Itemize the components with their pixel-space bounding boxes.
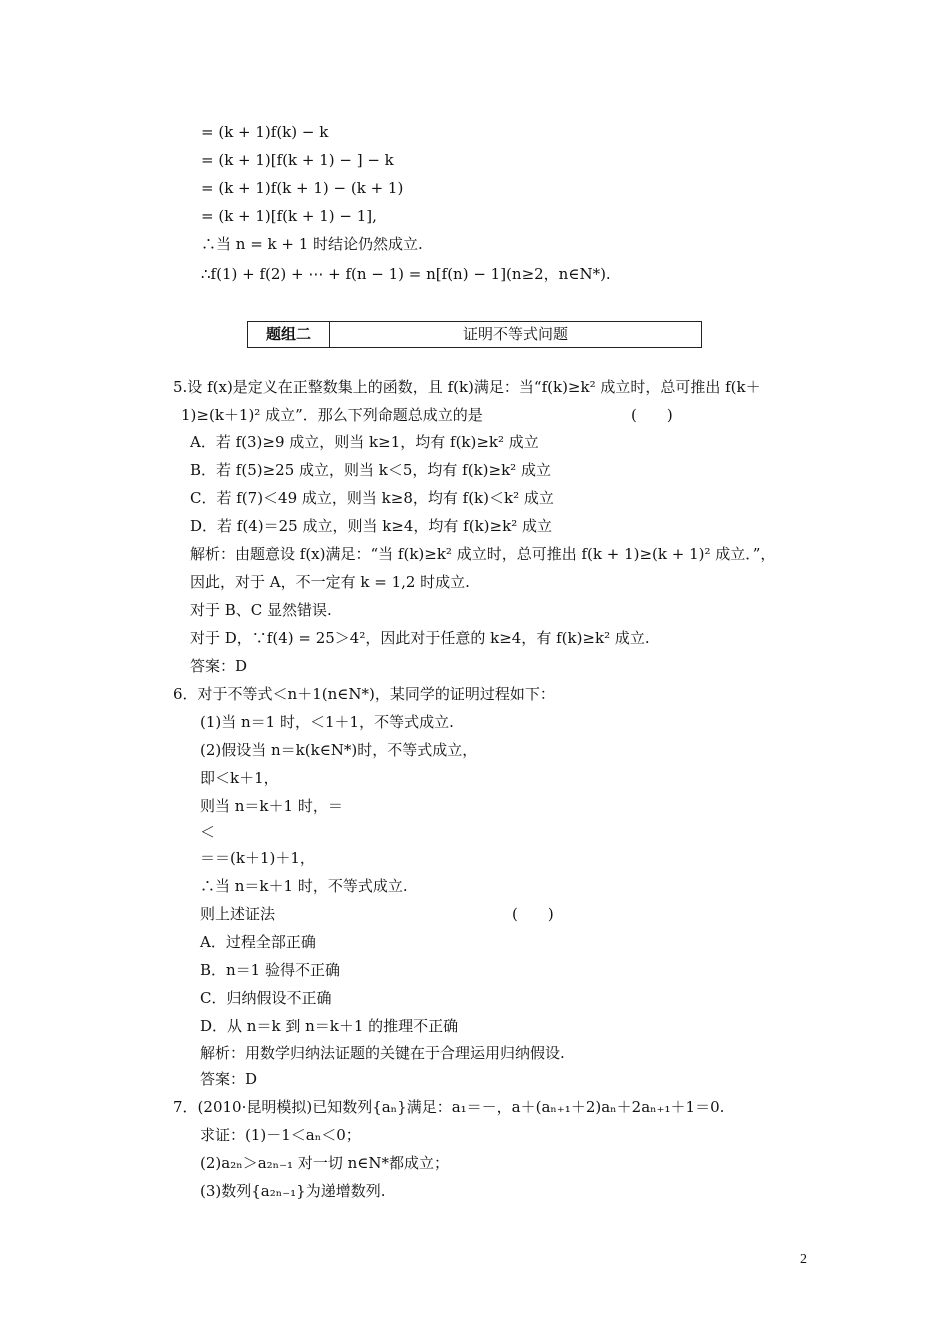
derivation-line: = (k + 1)f(k) − k bbox=[201, 123, 329, 141]
section-title: 证明不等式问题 bbox=[462, 325, 568, 343]
q6-prompt: 则上述证法 bbox=[200, 905, 276, 923]
q5-analysis-line: 因此，对于 A，不一定有 k = 1,2 时成立. bbox=[190, 573, 470, 591]
section-header-table bbox=[247, 321, 702, 348]
q5-answer: 答案：D bbox=[190, 657, 248, 675]
q5-option-d: D．若 f(4)＝25 成立，则当 k≥4，均有 f(k)≥k² 成立 bbox=[190, 517, 552, 535]
q6-option-c: C．归纳假设不正确 bbox=[200, 989, 332, 1007]
q6-stem: 6．对于不等式＜n＋1(n∈N*)，某同学的证明过程如下： bbox=[173, 685, 555, 703]
q5-stem-line1: 5.设 f(x)是定义在正整数集上的函数，且 f(k)满足：当“f(k)≥k² 成立时，总可推出 f(k＋ bbox=[173, 378, 761, 396]
page-number: 2 bbox=[800, 1252, 807, 1267]
q5-option-c: C．若 f(7)＜49 成立，则当 k≥8，均有 f(k)＜k² 成立 bbox=[190, 489, 554, 507]
derivation-line: = (k + 1)f(k + 1) − (k + 1) bbox=[201, 179, 404, 197]
derivation-line: = (k + 1)[f(k + 1) − 1], bbox=[201, 207, 377, 225]
q6-option-d: D．从 n＝k 到 n＝k＋1 的推理不正确 bbox=[200, 1017, 459, 1035]
derivation-line: = (k + 1)[f(k + 1) − ] − k bbox=[201, 151, 394, 169]
derivation-conclusion: ∴当 n = k + 1 时结论仍然成立. bbox=[201, 235, 423, 253]
q6-step: 则当 n＝k＋1 时，＝ bbox=[200, 797, 343, 815]
section-label: 题组二 bbox=[248, 322, 330, 347]
q5-analysis-line: 解析：由题意设 f(x)满足：“当 f(k)≥k² 成立时，总可推出 f(k + 1)≥(k + 1)² 成立．”， bbox=[190, 545, 776, 563]
q6-option-a: A．过程全部正确 bbox=[200, 933, 316, 951]
q6-step: 即＜k＋1， bbox=[200, 769, 279, 787]
q5-option-a: A．若 f(3)≥9 成立，则当 k≥1，均有 f(k)≥k² 成立 bbox=[190, 433, 539, 451]
derivation-result: ∴f(1) + f(2) + ⋯ + f(n − 1) = n[f(n) − 1](n≥2，n∈N*). bbox=[201, 265, 611, 283]
q6-answer-bracket: ( ) bbox=[512, 905, 554, 923]
q5-option-b: B．若 f(5)≥25 成立，则当 k＜5，均有 f(k)≥k² 成立 bbox=[190, 461, 551, 479]
q6-step: (1)当 n＝1 时，＜1＋1，不等式成立. bbox=[200, 713, 454, 731]
q7-stem: 7．(2010·昆明模拟)已知数列{aₙ}满足：a₁＝－，a＋(aₙ₊₁＋2)aₙ＋2aₙ₊₁＋1＝0. bbox=[173, 1098, 725, 1116]
q5-analysis-line: 对于 D，∵f(4) = 25＞4²，因此对于任意的 k≥4，有 f(k)≥k² 成立. bbox=[190, 629, 650, 647]
q6-analysis: 解析：用数学归纳法证题的关键在于合理运用归纳假设. bbox=[200, 1044, 565, 1062]
q6-step: ＝＝(k＋1)＋1， bbox=[200, 849, 315, 867]
q5-stem-line2: 1)≥(k＋1)² 成立”．那么下列命题总成立的是 bbox=[181, 406, 483, 424]
q7-proof-item: (2)a₂ₙ＞a₂ₙ₋₁ 对一切 n∈N*都成立； bbox=[200, 1154, 449, 1172]
q7-proof-item: 求证：(1)－1＜aₙ＜0； bbox=[200, 1126, 361, 1144]
q5-analysis-line: 对于 B、C 显然错误. bbox=[190, 601, 332, 619]
q5-answer-bracket: ( ) bbox=[631, 406, 673, 424]
q7-proof-item: (3)数列{a₂ₙ₋₁}为递增数列. bbox=[200, 1182, 386, 1200]
q6-step: ∴当 n＝k＋1 时，不等式成立. bbox=[200, 877, 408, 895]
q6-step: (2)假设当 n＝k(k∈N*)时，不等式成立， bbox=[200, 741, 478, 759]
q6-answer: 答案：D bbox=[200, 1070, 258, 1088]
q6-step: ＜ bbox=[200, 823, 216, 841]
q6-option-b: B．n＝1 验得不正确 bbox=[200, 961, 340, 979]
